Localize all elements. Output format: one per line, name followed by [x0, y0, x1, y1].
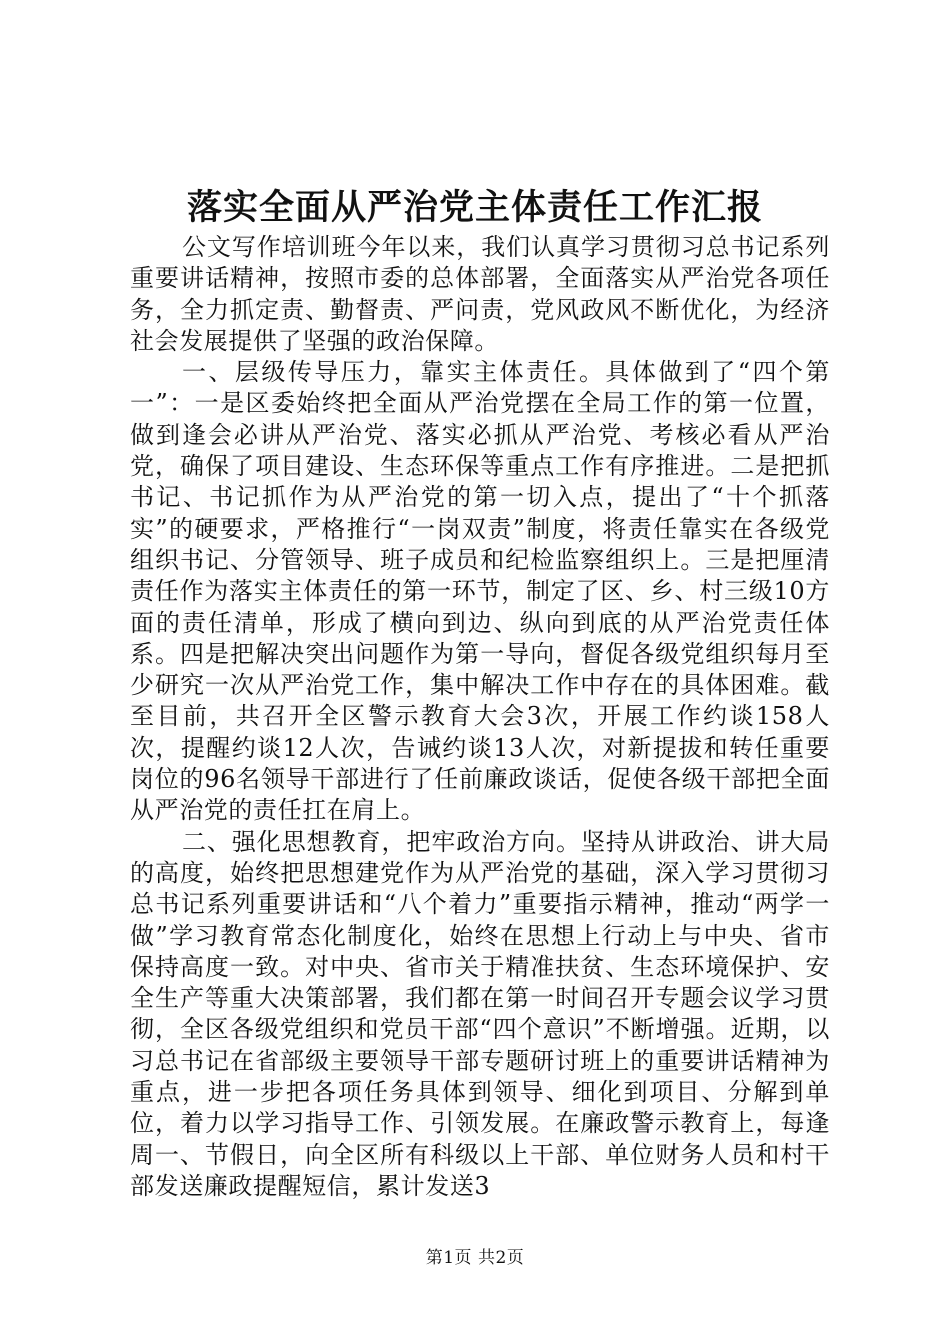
paragraph-intro: 公文写作培训班今年以来，我们认真学习贯彻习总书记系列重要讲话精神，按照市委的总体部署，全面落实从严治党各项任务，全力抓定责、勤督责、严问责，党风政风不断优化，为经济社会发展提供了坚强的政治保障。 — [130, 233, 830, 355]
document-title: 落实全面从严治党主体责任工作汇报 — [186, 187, 763, 228]
paragraph-section-one: 一、层级传导压力，靠实主体责任。具体做到了“四个第一”：一是区委始终把全面从严治党摆在全局工作的第一位置，做到逢会必讲从严治党、落实必抓从严治党、考核必看从严治党，确保了项目建设、生态环保等重点工作有序推进。二是把抓书记、书记抓作为从严治党的第一切入点，提出了“十个抓落实”的硬要求，严格推行“一岗双责”制度，将责任靠实在各级党组织书记、分管领导、班子成员和纪检监察组织上。三是把厘清责任作为落实主体责任的第一环节，制定了区、乡、村三级10方面的责任清单，形成了横向到边、纵向到底的从严治党责任体系。四是把解决突出问题作为第一导向，督促各级党组织每月至少研究一次从严治党工作，集中解决工作中存在的具体困难。截至目前，共召开全区警示教育大会3次，开展工作约谈158人次，提醒约谈12人次，告诫约谈13人次，对新提拔和转任重要岗位的96名领导干部进行了任前廉政谈话，促使各级干部把全面从严治党的责任扛在肩上。 — [130, 358, 830, 825]
document-body — [130, 232, 830, 1202]
paragraph-section-two: 二、强化思想教育，把牢政治方向。坚持从讲政治、讲大局的高度，始终把思想建党作为从严治党的基础，深入学习贯彻习总书记系列重要讲话和“八个着力”重要指示精神，推动“两学一做”学习教育常态化制度化，始终在思想上行动上与中央、省市保持高度一致。对中央、省市关于精准扶贫、生态环境保护、安全生产等重大决策部署，我们都在第一时间召开专题会议学习贯彻，全区各级党组织和党员干部“四个意识”不断增强。近期，以习总书记在省部级主要领导干部专题研讨班上的重要讲话精神为重点，进一步把各项任务具体到领导、细化到项目、分解到单位，着力以学习指导工作、引领发展。在廉政警示教育上，每逢周一、节假日，向全区所有科级以上干部、单位财务人员和村干部发送廉政提醒短信，累计发送3 — [130, 827, 830, 1200]
page-footer: 第1页 共2页 — [425, 1248, 525, 1268]
